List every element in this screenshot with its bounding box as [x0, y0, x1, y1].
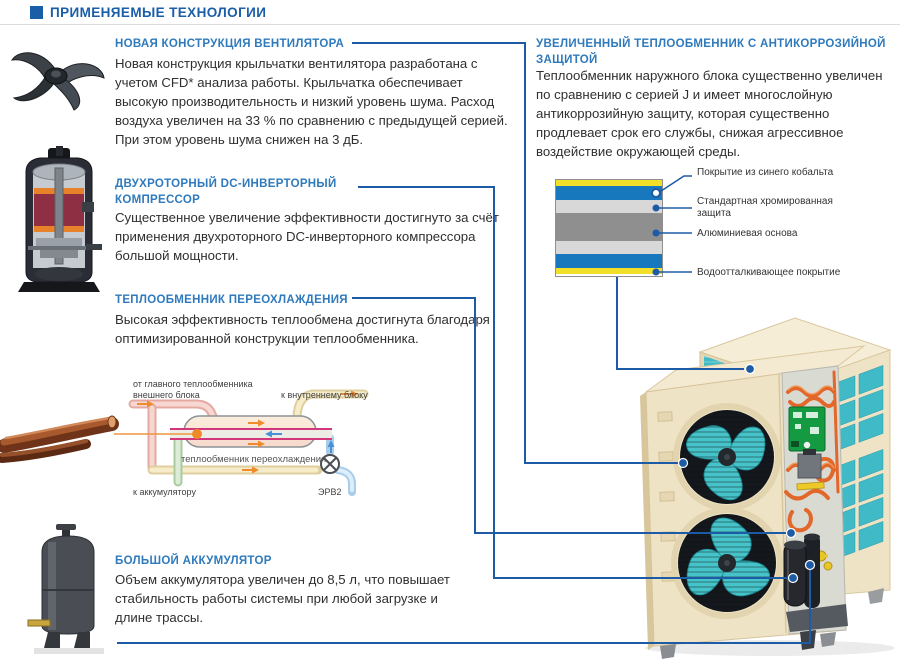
label-to-indoor-unit: к внутреннему блоку — [281, 390, 368, 400]
coating-layers-diagram — [556, 180, 662, 276]
section-body-fan: Новая конструкция крыльчатки вентилятора разработана с учетом CFD* анализа работы. Крыльчатка обеспечивает высокую производительность и низкий уровень шума. Расход воздуха увеличен на 33 % по сравнению с предыдущей серией. При этом уровень шума снижен на 3 дБ. — [115, 56, 508, 147]
label-subcool-hx: теплообменник переохлаждения — [181, 454, 327, 465]
header-bullet-square — [30, 6, 43, 19]
page-title: ПРИМЕНЯЕМЫЕ ТЕХНОЛОГИИ — [50, 5, 267, 20]
section-body-subcool: Высокая эффективность теплообмена достигнута благодаря оптимизированной конструкции теплообменника. — [115, 312, 490, 346]
label-from-main-hx-2: внешнего блока — [133, 390, 200, 400]
section-body-coating: Теплообменник наружного блока существенно увеличен по сравнению с серией J и имеет многослойную антикоррозийную защиту, которая существенно продлевает срок его службы, снижая агрессивное воздействие окружающей среды. — [536, 68, 883, 159]
section-body-compressor: Существенное увеличение эффективности достигнуто за счёт применения двухроторного DC-инверторного компрессора большой мощности. — [115, 210, 499, 263]
section-title-coating: УВЕЛИЧЕННЫЙ ТЕПЛООБМЕННИК С АНТИКОРРОЗИЙНОЙ ЗАЩИТОЙ — [536, 38, 886, 66]
layer-label-hydrophobic: Водоотталкивающее покрытие — [697, 267, 841, 278]
accumulator-tank-icon — [26, 524, 112, 660]
layer-label-cobalt: Покрытие из синего кобальта — [697, 167, 834, 178]
layer-label-chrome-2: защита — [697, 208, 731, 219]
section-title-compressor: ДВУХРОТОРНЫЙ DC-ИНВЕРТОРНЫЙ КОМПРЕССОР — [115, 178, 337, 206]
label-eev2: ЭРВ2 — [318, 487, 342, 497]
layer-blue-bottom — [556, 254, 662, 268]
label-from-main-hx-1: от главного теплообменника — [133, 379, 253, 389]
layer-aluminium-core — [556, 213, 662, 241]
section-title-accumulator: БОЛЬШОЙ АККУМУЛЯТОР — [115, 555, 272, 567]
layer-label-aluminium: Алюминиевая основа — [697, 228, 798, 239]
layer-gray-light-bottom — [556, 241, 662, 254]
subcool-schematic — [112, 372, 492, 507]
layer-label-chrome-1: Стандартная хромированная — [697, 196, 833, 207]
layer-blue-top — [556, 186, 662, 200]
compressor-cutaway-icon — [16, 146, 104, 294]
section-body-accumulator: Объем аккумулятора увеличен до 8,5 л, что повышает стабильность работы системы при любой загрузке и длине трассы. — [115, 572, 450, 625]
section-title-subcool: ТЕПЛООБМЕННИК ПЕРЕОХЛАЖДЕНИЯ — [115, 294, 348, 306]
copper-pipe-icon — [0, 394, 120, 470]
section-title-fan: НОВАЯ КОНСТРУКЦИЯ ВЕНТИЛЯТОРА — [115, 38, 345, 50]
fan-impeller-icon — [6, 42, 110, 114]
layer-gray-light-top — [556, 200, 662, 213]
label-to-accumulator: к аккумулятору — [133, 487, 196, 497]
header-divider — [0, 24, 900, 25]
layer-yellow-bottom — [556, 268, 662, 274]
outdoor-unit-illustration — [628, 296, 900, 660]
